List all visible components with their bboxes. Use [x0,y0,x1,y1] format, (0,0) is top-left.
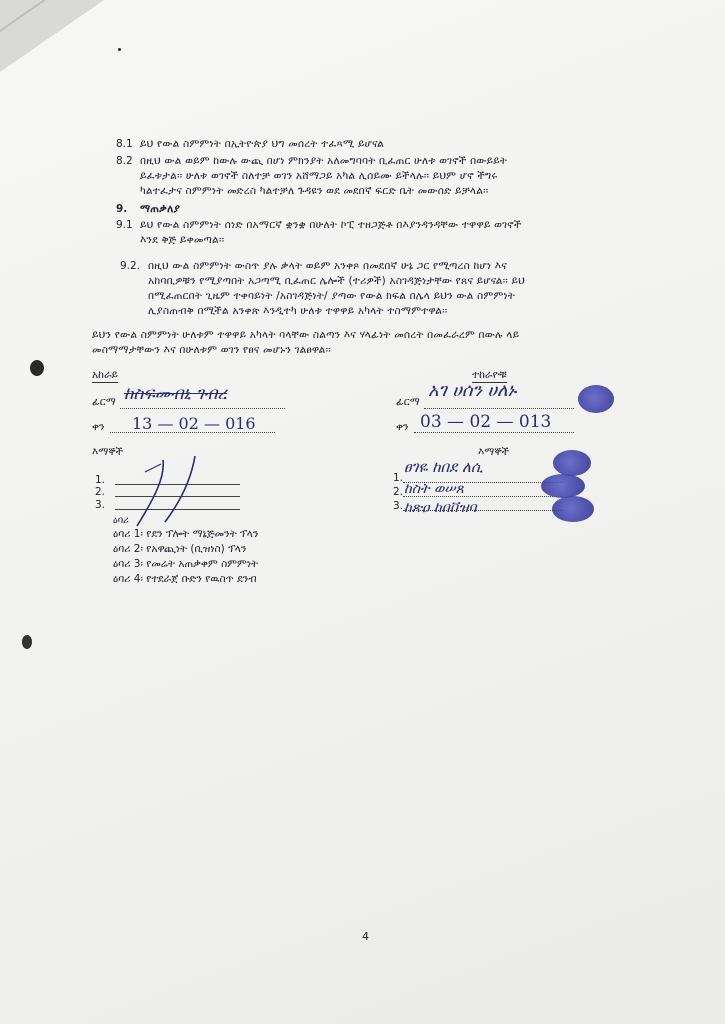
clause-number-8-1: 8.1 [116,138,133,150]
tenant-signature-line [424,408,574,409]
tenant-signature-label: ፊርማ [396,396,420,408]
section-9-title: ማጠቃለያ [140,203,181,215]
landlord-signature-line [120,408,285,409]
attachment-4: ዕባሪ 4፡ የተደራጀ ቡድን የዉስጥ ደንብ [113,573,257,585]
landlord-witnesses-heading: እማኞች [92,446,124,458]
tenant-witness-number-3: 3. [393,500,404,512]
landlord-heading: አከራይ [92,369,118,381]
clause-number-9-2: 9.2. [120,260,141,272]
witness-thumbprint-2 [541,474,585,498]
landlord-signature: ከስፍመብኒ ገብረ [124,384,227,404]
tenant-date: 03 — 02 — 013 [420,412,552,432]
attachments-heading: ዕባሪ [113,515,129,526]
closing-line-1: ይህን የውል ስምምነት ሁለቱም ተዋዋይ አካላት ባላቸው ስልጣን እና ሃላፊነት መሰረት በመፈራረም በውሉ ላይ [92,329,520,341]
clause-8-2-line-3: ካልተፈታና ስምምነት መድረስ ካልተቻለ ጉዳዩን ወደ መደበኛ ፍርድ ቤት መውሰድ ይቻላል፡፡ [140,185,489,197]
page-number: 4 [362,930,369,943]
paper-speck [118,48,121,51]
tenant-date-label: ቀን [396,421,409,433]
clause-8-1-text: ይህ የውል ስምምነት በኢትዮጵያ ህግ መሰረት ተፈጻሚ ይሆናል [140,138,384,150]
attachment-1: ዕባሪ 1፡ የደን ፕሎት ማኔጅመንት ፕላን [113,528,259,540]
witness-thumbprint-1 [553,450,591,476]
tenant-signature: አገ ሀሰን ሀለኑ [428,380,517,401]
tenant-witness-signature-3: ከጽዐ ከበቨዝባ [404,500,477,516]
tenant-witnesses-heading: እማኞች [478,446,510,458]
clause-8-2-line-2: ይፈቱታል፡፡ ሁለቱ ወገኖች ስለተቻ ወገን አሸማጋይ አካል ሊሰይሙ ይችላሉ፡፡ ይህም ሆኖ ችግሩ [140,170,498,182]
punch-hole-bottom [22,635,32,649]
landlord-witness-number-1: 1. [95,474,106,486]
section-number-9: 9. [116,203,128,215]
clause-8-2-line-1: በዚህ ውል ወይም ከውሉ ውጪ በሆነ ምክንያት አለመግባባት ቢፈጠር ሁለቱ ወገኖች በውይይት [140,155,508,167]
clause-number-8-2: 8.2 [116,155,133,167]
clause-number-9-1: 9.1 [116,219,133,231]
punch-hole-top [30,360,44,376]
tenant-date-line [414,432,574,433]
clause-9-2-line-2: አከባቢዎቹን የሚያጣበት አጋጣሚ ቢፈጠር ሌሎች (ተሪዎች) አስገዳጅነታቸው የጸና ይሆናል፡፡ ይህ [148,275,526,287]
landlord-date-label: ቀን [92,421,105,433]
folded-corner [0,0,104,72]
landlord-witness-number-3: 3. [95,499,106,511]
landlord-date: 13 — 02 — 016 [132,414,256,433]
tenants-heading: ተከራዮቹ [472,369,507,381]
closing-line-2: መስማማታቸውን እና በሁለቱም ወገን የፀና መሆኑን ገልፀዋል፡፡ [92,344,331,356]
clause-9-1-line-1: ይህ የውል ስምምነት ሰነድ በአማርኛ ቋንቋ በሁለት ኮፒ ተዘጋጅቶ በእያንዳንዳቸው ተዋዋይ ወገኖች [140,219,522,231]
clause-9-2-line-4: ሊያስጠብቅ በሚችል አንቀጽ እንዲተካ ሁለቱ ተዋዋይ አካላት ተስማምተዋል፡፡ [148,305,448,317]
tenant-witness-signature-2: ከስት ወሠጸ [404,481,464,497]
witness-thumbprint-3 [552,496,594,522]
tenant-thumbprint [578,385,614,413]
landlord-witness-strikethrough [125,452,215,532]
tenant-witness-signature-1: ፀገዬ ከበደ ለሲ [404,458,483,476]
tenant-witness-number-2: 2. [393,486,404,498]
landlord-witness-number-2: 2. [95,486,106,498]
attachment-2: ዕባሪ 2፡ የአዋጪነት (ቢዝነስ) ፕላን [113,543,247,555]
clause-9-1-line-2: እንደ ቅጅ ይቀመጣል፡፡ [140,234,225,246]
clause-9-2-line-1: በዚህ ውል ስምምነት ውስጥ ያሉ ቃላት ወይም አንቀጾ በመደበኛ ሁኔ ጋር የሚጣረስ ከሆነ እና [148,260,507,272]
attachment-3: ዕባሪ 3፡ የመሬት አጠቃቀም ስምምነት [113,558,259,570]
landlord-signature-label: ፊርማ [92,396,116,408]
clause-9-2-line-3: በሚፈጠርበት ጊዜም ተቀባይነት /አስገዳጅነት/ ያጣው የውል ክፍል በሌላ ይህን ውል ስምምነት [148,290,516,302]
tenant-witness-number-1: 1. [393,472,404,484]
